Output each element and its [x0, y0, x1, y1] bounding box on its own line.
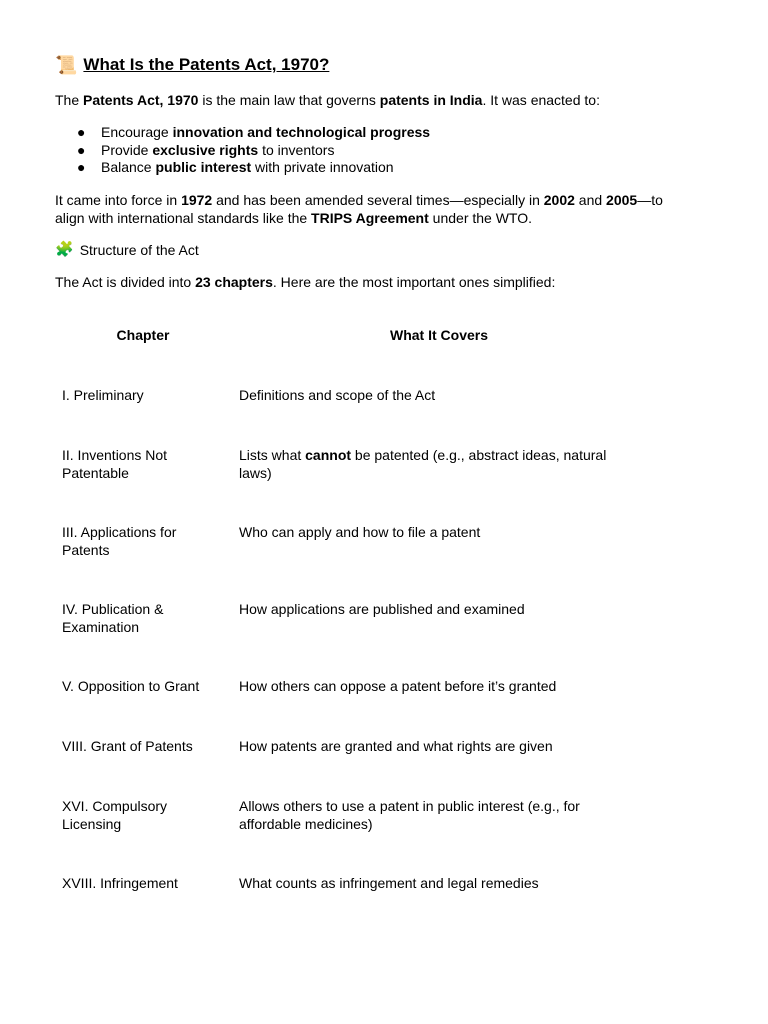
- title-row: [55, 55, 329, 75]
- covers-cell: [239, 677, 639, 695]
- chapter-cell: V. Opposition to Grant: [62, 678, 200, 694]
- covers-cell: [239, 523, 639, 541]
- list-item-text: to inventors: [258, 141, 335, 158]
- history-paragraph: [55, 191, 695, 227]
- covers-bold: cannot: [305, 447, 352, 463]
- covers-cell: [239, 386, 639, 404]
- chapter-cell: II. Inventions Not Patentable: [62, 447, 168, 481]
- chapters-intro-bold: 23 chapters: [195, 274, 273, 290]
- covers-cell: [239, 797, 639, 833]
- column-header-chapter: Chapter: [116, 327, 170, 343]
- chapters-intro: [55, 273, 695, 291]
- purpose-list: [55, 123, 430, 176]
- chapters-intro-text: The Act is divided into: [55, 274, 196, 290]
- history-bold: 1972: [181, 192, 213, 208]
- list-item-text: Provide: [101, 141, 153, 158]
- covers-text: How applications are published and examined: [239, 601, 525, 617]
- chapter-cell: III. Applications for Patents: [62, 524, 177, 558]
- list-item: [55, 141, 430, 159]
- intro-paragraph: [55, 91, 695, 109]
- chapter-cell: XVI. Compulsory Licensing: [62, 798, 168, 832]
- history-bold: 2005: [606, 192, 638, 208]
- history-text: under the WTO.: [428, 210, 533, 226]
- list-item-text: with private innovation: [251, 159, 394, 175]
- intro-text: . It was enacted to:: [482, 92, 600, 108]
- covers-text: How patents are granted and what rights are given: [239, 738, 553, 754]
- structure-heading: [55, 241, 199, 259]
- scroll-icon: 📜: [55, 55, 78, 75]
- covers-text: Allows others to use a patent in public interest (e.g., for affordable medicines): [239, 798, 580, 832]
- intro-bold: Patents Act, 1970: [83, 92, 199, 108]
- intro-text: is the main law that governs: [198, 92, 380, 108]
- list-item-bold: innovation and technological progress: [172, 124, 431, 140]
- list-item-text: Encourage: [101, 124, 173, 140]
- intro-text: The: [55, 92, 84, 108]
- history-bold: TRIPS Agreement: [311, 210, 429, 226]
- covers-cell: [239, 446, 639, 482]
- page-title: What Is the Patents Act, 1970?: [83, 55, 330, 74]
- covers-cell: [239, 874, 639, 892]
- list-item-text: Balance: [101, 159, 156, 175]
- intro-bold: patents in India: [379, 92, 483, 108]
- chapter-cell: IV. Publication & Examination: [62, 601, 164, 635]
- covers-cell: [239, 600, 639, 618]
- list-item-bold: public interest: [155, 159, 252, 175]
- column-header-covers: What It Covers: [389, 327, 488, 343]
- chapter-cell: XVIII. Infringement: [62, 875, 178, 891]
- chapters-intro-text: . Here are the most important ones simplified:: [272, 274, 556, 290]
- covers-text: Lists what: [239, 447, 306, 463]
- history-text: —to align with international standards like the: [55, 192, 663, 226]
- covers-text: be patented (e.g., abstract ideas, natural laws): [239, 447, 607, 481]
- list-item-bold: exclusive rights: [152, 141, 259, 158]
- structure-label: Structure of the Act: [79, 242, 199, 258]
- covers-text: Who can apply and how to file a patent: [239, 524, 481, 540]
- history-text: It came into force in: [55, 192, 182, 208]
- covers-text: Definitions and scope of the Act: [239, 387, 436, 403]
- history-text: and has been amended several times—especially in: [212, 192, 544, 208]
- puzzle-icon: 🧩: [55, 241, 74, 258]
- chapter-cell: I. Preliminary: [62, 387, 144, 403]
- bullet-icon: ●: [77, 141, 86, 158]
- covers-text: What counts as infringement and legal remedies: [239, 875, 539, 891]
- history-bold: 2002: [543, 192, 575, 208]
- list-item: [55, 158, 430, 176]
- covers-cell: [239, 737, 639, 755]
- bullet-icon: ●: [77, 124, 86, 140]
- covers-text: How others can oppose a patent before it’s granted: [239, 678, 557, 694]
- list-item: [55, 123, 430, 141]
- chapter-cell: VIII. Grant of Patents: [62, 738, 193, 754]
- bullet-icon: ●: [77, 159, 86, 175]
- history-text: and: [574, 192, 607, 208]
